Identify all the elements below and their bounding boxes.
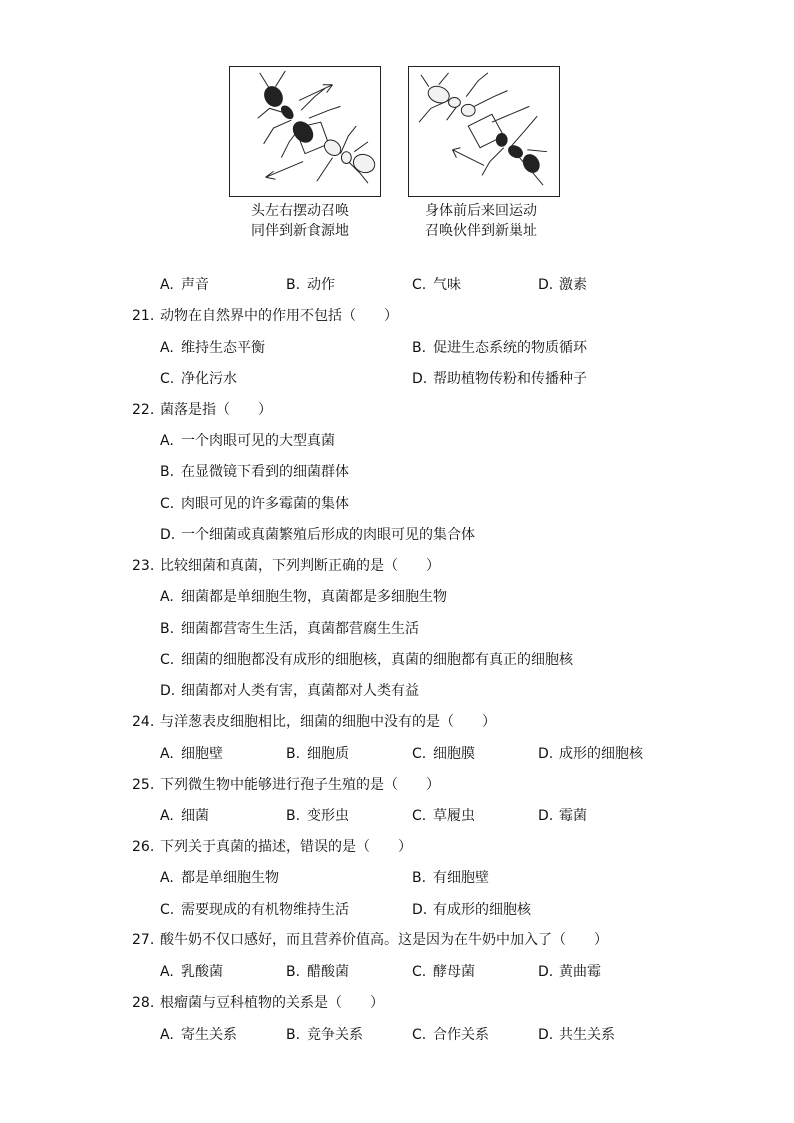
option-item[interactable] [286, 275, 335, 295]
option-text: 成形的细胞核 [559, 746, 643, 762]
option-text: 细胞质 [307, 746, 349, 762]
question-number: 28. [132, 995, 155, 1011]
option-key: D. [412, 902, 428, 918]
ant-body-move-illustration [409, 67, 559, 196]
option-key: B. [286, 746, 301, 762]
option-text: 动作 [307, 277, 335, 293]
figure-caption-left [215, 201, 385, 241]
option-item[interactable] [412, 900, 531, 920]
option-key: C. [412, 277, 427, 293]
caption-line: 召唤伙伴到新巢址 [425, 223, 537, 239]
question-number: 27. [132, 932, 155, 948]
option-text: 细菌都营寄生生活，真菌都营腐生生活 [181, 621, 419, 637]
question-number: 25. [132, 777, 155, 793]
question-text: 菌落是指（ ） [160, 402, 272, 418]
option-key: C. [160, 652, 175, 668]
option-item[interactable] [412, 275, 461, 295]
option-text: 细菌都是单细胞生物，真菌都是多细胞生物 [181, 589, 447, 605]
option-key: D. [538, 746, 554, 762]
option-item[interactable] [538, 806, 587, 826]
caption-line: 头左右摆动召唤 [251, 203, 349, 219]
caption-line: 同伴到新食源地 [251, 223, 349, 239]
option-item[interactable] [160, 525, 475, 545]
figure-caption-right [396, 201, 566, 241]
option-item[interactable] [286, 1025, 363, 1045]
ant-figure-right [408, 66, 560, 197]
option-key: B. [286, 808, 301, 824]
option-item[interactable] [412, 1025, 489, 1045]
option-item[interactable] [538, 962, 601, 982]
option-item[interactable] [160, 806, 209, 826]
option-text: 气味 [433, 277, 461, 293]
option-key: A. [160, 433, 174, 449]
option-item[interactable] [160, 619, 419, 639]
option-text: 共生关系 [559, 1027, 615, 1043]
option-item[interactable] [538, 275, 587, 295]
option-item[interactable] [160, 275, 209, 295]
option-text: 酵母菌 [433, 964, 475, 980]
ant-figure-left [229, 66, 381, 197]
question-text: 下列微生物中能够进行孢子生殖的是（ ） [160, 777, 440, 793]
option-item[interactable] [160, 900, 349, 920]
option-text: 肉眼可见的许多霉菌的集体 [181, 496, 349, 512]
option-item[interactable] [538, 744, 643, 764]
caption-line: 身体前后来回运动 [425, 203, 537, 219]
option-key: D. [538, 1027, 554, 1043]
question-stem [132, 775, 440, 795]
option-text: 有细胞壁 [433, 870, 489, 886]
option-text: 有成形的细胞核 [433, 902, 531, 918]
option-item[interactable] [286, 806, 349, 826]
question-stem [132, 712, 496, 732]
option-item[interactable] [412, 744, 475, 764]
option-key: C. [412, 808, 427, 824]
option-key: D. [160, 683, 176, 699]
question-stem [132, 306, 398, 326]
question-stem [132, 400, 272, 420]
option-key: B. [412, 340, 427, 356]
option-text: 促进生态系统的物质循环 [433, 340, 587, 356]
option-key: A. [160, 870, 174, 886]
question-text: 下列关于真菌的描述，错误的是（ ） [160, 839, 412, 855]
option-key: B. [286, 277, 301, 293]
option-item[interactable] [160, 587, 447, 607]
option-key: A. [160, 808, 174, 824]
option-text: 合作关系 [433, 1027, 489, 1043]
option-key: A. [160, 589, 174, 605]
option-text: 一个细菌或真菌繁殖后形成的肉眼可见的集合体 [181, 527, 475, 543]
option-key: A. [160, 277, 174, 293]
option-item[interactable] [160, 1025, 237, 1045]
question-text: 与洋葱表皮细胞相比，细菌的细胞中没有的是（ ） [160, 714, 496, 730]
question-text: 比较细菌和真菌，下列判断正确的是（ ） [160, 558, 440, 574]
option-key: B. [160, 464, 175, 480]
option-key: A. [160, 964, 174, 980]
option-text: 净化污水 [181, 371, 237, 387]
option-key: C. [160, 902, 175, 918]
question-stem [132, 837, 412, 857]
option-text: 维持生态平衡 [181, 340, 265, 356]
option-text: 寄生关系 [181, 1027, 237, 1043]
option-item[interactable] [286, 962, 349, 982]
question-number: 24. [132, 714, 155, 730]
option-key: B. [286, 964, 301, 980]
question-text: 酸牛奶不仅口感好，而且营养价值高。这是因为在牛奶中加入了（ ） [160, 932, 608, 948]
option-item[interactable] [160, 744, 223, 764]
question-number: 22. [132, 402, 155, 418]
option-text: 一个肉眼可见的大型真菌 [181, 433, 335, 449]
question-text: 动物在自然界中的作用不包括（ ） [160, 308, 398, 324]
option-text: 竞争关系 [307, 1027, 363, 1043]
question-number: 23. [132, 558, 155, 574]
question-number: 26. [132, 839, 155, 855]
option-text: 黄曲霉 [559, 964, 601, 980]
option-key: B. [412, 870, 427, 886]
option-key: A. [160, 746, 174, 762]
option-key: C. [412, 746, 427, 762]
option-text: 声音 [181, 277, 209, 293]
option-key: D. [538, 808, 554, 824]
option-key: D. [412, 371, 428, 387]
option-text: 草履虫 [433, 808, 475, 824]
option-key: D. [160, 527, 176, 543]
option-text: 细胞壁 [181, 746, 223, 762]
option-item[interactable] [286, 744, 349, 764]
option-text: 激素 [559, 277, 587, 293]
option-item[interactable] [160, 494, 349, 514]
option-item[interactable] [160, 462, 349, 482]
option-item[interactable] [538, 1025, 615, 1045]
question-stem [132, 930, 608, 950]
option-item[interactable] [412, 868, 489, 888]
option-item[interactable] [412, 338, 587, 358]
option-item[interactable] [160, 681, 419, 701]
option-key: A. [160, 1027, 174, 1043]
option-item[interactable] [160, 962, 223, 982]
option-key: C. [412, 964, 427, 980]
option-text: 细菌都对人类有害，真菌都对人类有益 [181, 683, 419, 699]
option-key: C. [412, 1027, 427, 1043]
option-item[interactable] [412, 806, 475, 826]
option-key: C. [160, 371, 175, 387]
option-text: 都是单细胞生物 [181, 870, 279, 886]
option-item[interactable] [160, 650, 573, 670]
option-text: 细菌的细胞都没有成形的细胞核，真菌的细胞都有真正的细胞核 [181, 652, 573, 668]
option-key: B. [286, 1027, 301, 1043]
option-text: 帮助植物传粉和传播种子 [433, 371, 587, 387]
option-text: 在显微镜下看到的细菌群体 [181, 464, 349, 480]
question-text: 根瘤菌与豆科植物的关系是（ ） [160, 995, 384, 1011]
option-key: A. [160, 340, 174, 356]
option-text: 霉菌 [559, 808, 587, 824]
question-number: 21. [132, 308, 155, 324]
option-item[interactable] [412, 962, 475, 982]
question-stem [132, 993, 384, 1013]
option-text: 变形虫 [307, 808, 349, 824]
option-key: B. [160, 621, 175, 637]
option-text: 醋酸菌 [307, 964, 349, 980]
option-item[interactable] [160, 868, 279, 888]
option-key: D. [538, 277, 554, 293]
option-item[interactable] [160, 431, 335, 451]
option-text: 需要现成的有机物维持生活 [181, 902, 349, 918]
ant-head-wave-illustration [230, 67, 380, 196]
option-item[interactable] [160, 338, 265, 358]
option-key: D. [538, 964, 554, 980]
option-key: C. [160, 496, 175, 512]
option-text: 乳酸菌 [181, 964, 223, 980]
option-item[interactable] [412, 369, 587, 389]
question-stem [132, 556, 440, 576]
option-text: 细菌 [181, 808, 209, 824]
option-text: 细胞膜 [433, 746, 475, 762]
option-item[interactable] [160, 369, 237, 389]
